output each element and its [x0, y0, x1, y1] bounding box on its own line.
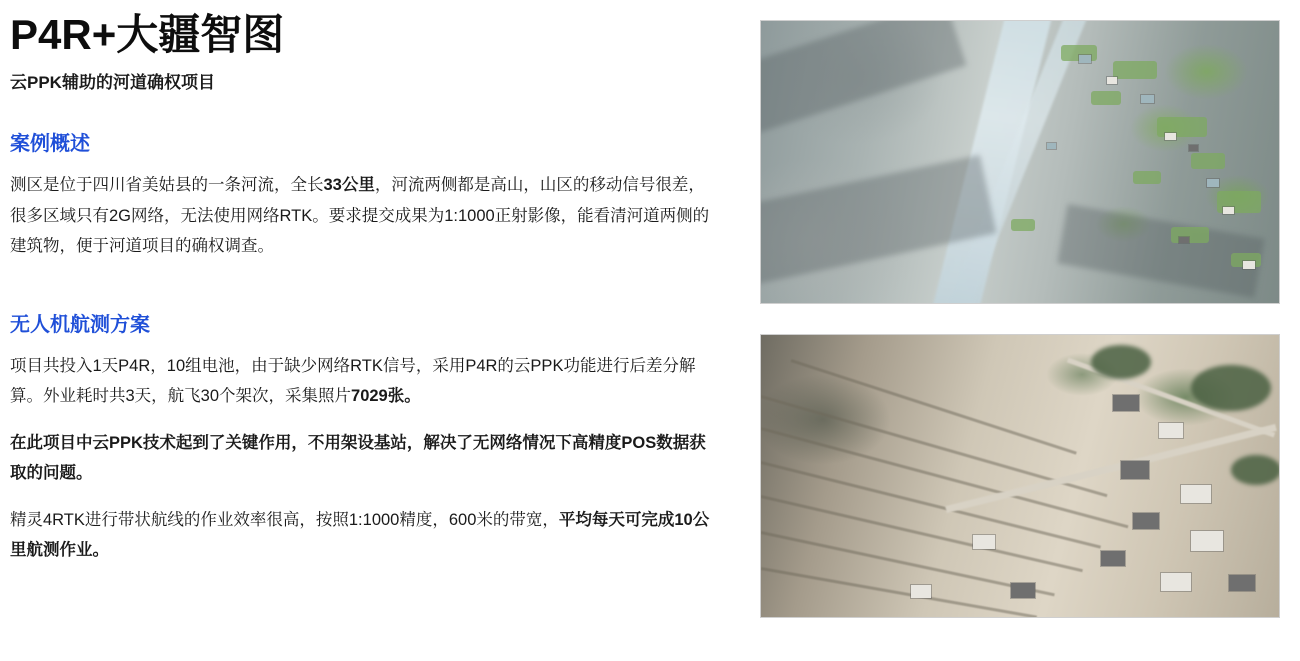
- section-heading-solution: 无人机航测方案: [10, 313, 150, 336]
- building: [1229, 575, 1255, 591]
- text-run: 精灵4RTK进行带状航线的作业效率很高，按照1:1000精度，600米的带宽，: [10, 510, 559, 529]
- image-column: [760, 20, 1280, 648]
- building: [1107, 77, 1117, 84]
- ridge-shadow: [760, 20, 966, 133]
- overview-paragraph: [10, 170, 710, 262]
- farm-plot: [1133, 171, 1161, 184]
- building: [1165, 133, 1176, 140]
- solution-paragraph-1: [10, 351, 710, 412]
- solution-paragraph-3: [10, 505, 710, 566]
- ridge-shadow: [1057, 204, 1264, 298]
- farm-plot: [1171, 227, 1209, 243]
- building: [1079, 55, 1091, 63]
- farm-plot: [1191, 153, 1225, 169]
- building: [1243, 261, 1255, 269]
- building: [1047, 143, 1056, 149]
- text-run-bold: 7029张。: [351, 387, 421, 406]
- road: [945, 424, 1277, 513]
- section-heading-overview: 案例概述: [10, 133, 90, 156]
- text-run-bold: 平均每天可完成10公里航测作业。: [10, 510, 710, 560]
- farm-plot: [1091, 91, 1121, 105]
- text-run-bold: 33公里: [323, 176, 375, 195]
- building: [911, 585, 931, 598]
- building: [1207, 179, 1219, 187]
- text-run: 测区是位于四川省美姑县的一条河流，全长: [10, 176, 324, 195]
- building: [1121, 461, 1149, 479]
- building: [1181, 485, 1211, 503]
- section-solution: [10, 308, 740, 566]
- page-subtitle: 云PPK辅助的河道确权项目: [10, 73, 215, 93]
- building: [1113, 395, 1139, 411]
- solution-paragraph-2: [10, 428, 710, 489]
- terrace-line: [761, 495, 1083, 572]
- farm-plot: [1113, 61, 1157, 79]
- building: [1011, 583, 1035, 598]
- building: [1159, 423, 1183, 438]
- text-run: 项目共投入1天P4R，10组电池，由于缺少网络RTK信号，采用P4R的云PPK功能进行后差分解算。外业耗时共3天，航飞30个架次，采集照片: [10, 356, 696, 406]
- farm-plot: [1011, 219, 1035, 231]
- tree-cluster: [1231, 455, 1280, 485]
- page-title: P4R+大疆智图: [10, 11, 285, 58]
- tree-cluster: [1091, 345, 1151, 379]
- text-run-bold: 在此项目中云PPK技术起到了关键作用，不用架设基站，解决了无网络情况下高精度POS数据获取的问题。: [10, 433, 706, 483]
- text-run: ，河流两侧都是高山，山区的移动信号很差，很多区域只有2G网络，无法使用网络RTK。要求提交成果为1:1000正射影像，能看清河道两侧的建筑物，便于河道项目的确权调查。: [10, 176, 710, 256]
- building: [1191, 531, 1223, 551]
- aerial-photo-river: [760, 20, 1280, 304]
- section-overview: [10, 127, 740, 262]
- building: [1189, 145, 1198, 151]
- building: [1133, 513, 1159, 529]
- terrace-line: [761, 567, 1037, 618]
- building: [1141, 95, 1154, 103]
- building: [973, 535, 995, 549]
- tree-cluster: [1191, 365, 1271, 411]
- terrace-line: [791, 359, 1077, 455]
- aerial-photo-village: [760, 334, 1280, 618]
- building: [1101, 551, 1125, 566]
- building: [1161, 573, 1191, 591]
- building: [1223, 207, 1234, 214]
- building: [1179, 237, 1189, 243]
- text-column: [10, 0, 740, 661]
